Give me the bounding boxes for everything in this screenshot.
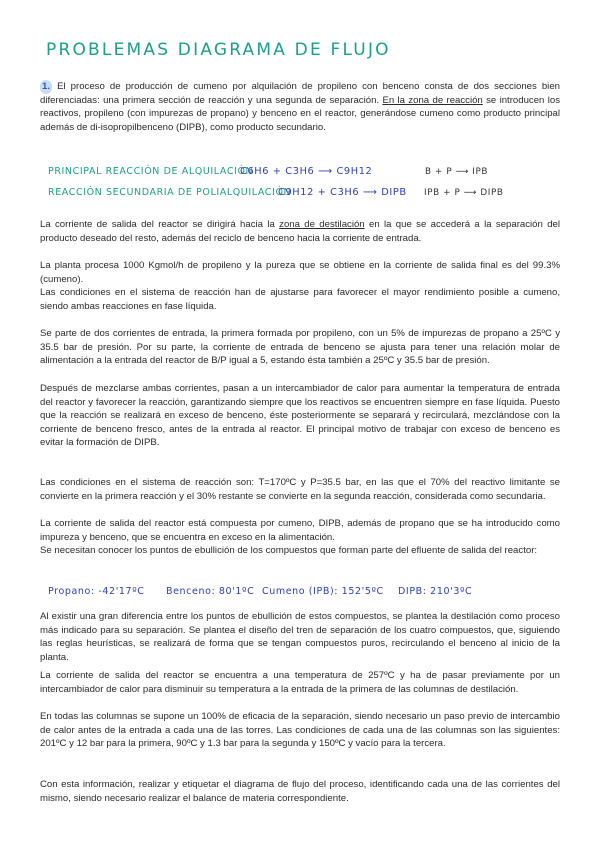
intro-paragraph — [40, 80, 560, 134]
secondary-reaction-formula: C9H12 + C3H6 ⟶ DIPB — [278, 187, 407, 198]
secondary-reaction-short: IPB + P ⟶ DIPB — [424, 188, 504, 198]
problem-number: 1. — [42, 81, 51, 92]
difference-paragraph: Al existir una gran diferencia entre los puntos de ebullición de estos compuestos, se plantea la destilación como proceso más indicado para su separación. Se plantea el diseño del tren de separación de los cuatro compuestos, que, siguiendo las reglas heurísticas, se realizará de forma que se tengan compuestos puros, recirculando el benceno al inicio de la planta. — [40, 611, 560, 663]
principal-reaction-label: PRINCIPAL REACCIÓN DE ALQUILACIÓN — [48, 166, 254, 177]
intro-underlined: En la zona de reacción — [382, 94, 483, 106]
principal-reaction-short: B + P ⟶ IPB — [425, 167, 489, 177]
secondary-reaction-label: REACCIÓN SECUNDARIA DE POLIALQUILACIÓN — [48, 187, 292, 198]
final-paragraph: Con esta información, realizar y etiquetar el diagrama de flujo del proceso, identificando cada una de las corrientes del mismo, siendo necesario realizar el balance de materia correspondiente. — [40, 779, 560, 804]
boiling-dipb: DIPB: 210'3ºC — [398, 586, 473, 597]
conditions-paragraph: Las condiciones en el sistema de reacción han de ajustarse para favorecer el mayor rendimiento posible a cumeno, siendo ambas reacciones en fase líquida. — [40, 287, 560, 312]
boiling-benceno: Benceno: 80'1ºC — [166, 586, 255, 597]
page-title: PROBLEMAS DIAGRAMA DE FLUJO — [46, 40, 391, 60]
reaction-conditions-paragraph: Las condiciones en el sistema de reacción son: T=170ºC y P=35.5 bar, en las que el 70% del reactivo limitante se convierte en la primera reacción y el 30% restante se convierte en la segunda reacción, considerada como secundaria. — [40, 477, 560, 502]
outlet-underlined: zona de destilación — [279, 219, 365, 230]
boiling-intro-paragraph: Se necesitan conocer los puntos de ebullición de los compuestos que forman parte del efluente de salida del reactor: — [40, 545, 538, 556]
mixing-paragraph: Después de mezclarse ambas corrientes, pasan a un intercambiador de calor para aumentar la temperatura de entrada del reactor y favorecer la reacción, garantizando siempre que los reactivos se encuentren siempre en fase líquida. Puesto que la reacción se realizará en exceso de benceno, éste posteriormente se separará y recirculará, mezclándose con la corriente de benceno fresco, antes de la entrada al reactor. El principal motivo de trabajar con exceso de benceno es evitar la formación de DIPB. — [40, 383, 560, 449]
outlet-paragraph — [40, 218, 560, 245]
principal-reaction-formula: C6H6 + C3H6 ⟶ C9H12 — [240, 166, 373, 177]
boiling-cumeno: Cumeno (IPB): 152'5ºC — [262, 586, 384, 597]
plant-paragraph: La planta procesa 1000 Kgmol/h de propileno y la pureza que se obtiene en la corriente de salida final es del 99.3% (cumeno). — [40, 260, 560, 285]
temperature-paragraph: La corriente de salida del reactor se encuentra a una temperatura de 257ºC y ha de pasar previamente por un intercambiador de calor para disminuir su temperatura a la entrada de la primera de las columnas de destilación. — [40, 670, 560, 695]
outlet-text-2: en la que se accederá a la separación del producto deseado del resto, además del reciclo de benceno hacia la corriente de entrada. — [40, 219, 560, 244]
outlet-text-1: La corriente de salida del reactor se dirigirá hacia la — [40, 219, 280, 230]
intro-text-2: se introducen los reactivos, propileno (con impurezas de propano) y benceno en el reactor, generándose cumeno como producto principal además de di-isopropilbenceno (DIPB), como producto secundario. — [40, 94, 561, 133]
columns-paragraph: En todas las columnas se supone un 100% de eficacia de la separación, siendo necesario un paso previo de intercambio de calor antes de la entrada a cada una de las torres. Las condiciones de cada una de las columnas son las siguientes: 201ºC y 12 bar para la primera, 90ºC y 1.3 bar para la segunda y 150ºC y vacío para la tercera. — [40, 711, 560, 750]
inlet-paragraph: Se parte de dos corrientes de entrada, la primera formada por propileno, con un 5% de impurezas de propano a 25ºC y 35.5 bar de presión. Por su parte, la corriente de entrada de benceno se ajusta para tener una relación molar de alimentación a la entrada del reactor de B/P igual a 5, estando ésta también a 25ºC y 35.5 bar de presión. — [40, 328, 560, 367]
boiling-propano: Propano: -42'17ºC — [48, 586, 145, 597]
reactor-outlet-paragraph: La corriente de salida del reactor está compuesta por cumeno, DIPB, además de propano que se ha introducido como impureza y benceno, que se encuentra en exceso en la alimentación. — [40, 518, 560, 543]
intro-text-1: El proceso de producción de cumeno por alquilación de propileno con benceno consta de dos secciones bien diferenciadas: una primera sección de reacción y una segunda de separación. — [40, 81, 560, 106]
